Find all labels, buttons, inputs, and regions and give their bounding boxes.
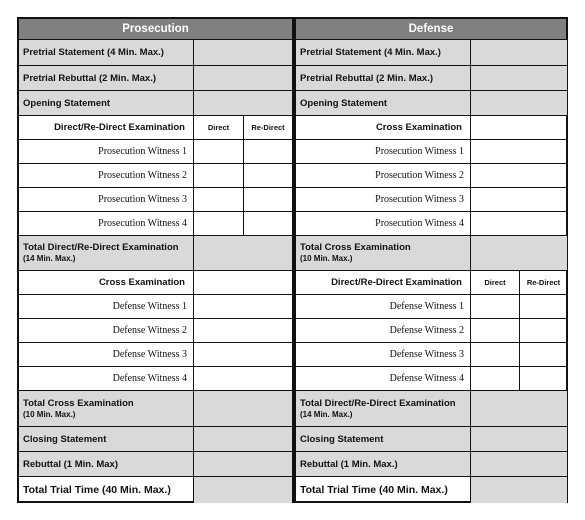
trial-timesheet — [17, 17, 568, 503]
redirect-column-header: Re-Direct — [251, 123, 285, 132]
row-label: Total Trial Time (40 Min. Max.) — [19, 477, 194, 503]
def-rebuttal-row — [296, 452, 566, 477]
defense-header: Defense — [296, 19, 566, 40]
table-row — [19, 140, 292, 164]
time-entry-cell[interactable] — [194, 236, 292, 270]
row-label: Pretrial Statement (4 Min. Max.) — [19, 40, 194, 65]
max-time-label: (14 Min. Max.) — [300, 409, 353, 419]
row-label: Total Trial Time (40 Min. Max.) — [296, 477, 471, 503]
def-total-direct-row — [296, 391, 566, 427]
time-entry-cell[interactable] — [471, 212, 567, 235]
table-row — [296, 188, 566, 212]
defense-section — [295, 19, 566, 501]
witness-label: Prosecution Witness 4 — [19, 212, 194, 235]
time-entry-cell[interactable] — [194, 427, 292, 451]
pros-opening-row — [19, 91, 292, 116]
redirect-time-cell[interactable] — [520, 295, 567, 318]
table-row — [19, 367, 292, 391]
witness-label: Prosecution Witness 1 — [296, 140, 471, 163]
table-row — [19, 164, 292, 188]
direct-time-cell[interactable] — [194, 188, 244, 211]
time-entry-cell[interactable] — [471, 452, 567, 476]
max-time-label: (10 Min. Max.) — [23, 409, 76, 419]
redirect-time-cell[interactable] — [520, 319, 567, 342]
time-entry-cell[interactable] — [471, 236, 567, 270]
row-label: Closing Statement — [296, 427, 471, 451]
row-label — [296, 391, 471, 426]
max-time-label: (14 Min. Max.) — [23, 254, 76, 263]
max-time-label: (10 Min. Max.) — [300, 254, 353, 263]
prosecution-section — [19, 19, 292, 501]
row-label: Pretrial Statement (4 Min. Max.) — [296, 40, 471, 65]
blank-cell — [471, 116, 567, 139]
redirect-time-cell[interactable] — [520, 367, 567, 390]
pros-total-cross-row — [19, 391, 292, 427]
def-closing-row — [296, 427, 566, 452]
pros-pretrial-rebuttal-row — [19, 66, 292, 91]
pros-closing-row — [19, 427, 292, 452]
time-entry-cell[interactable] — [194, 477, 292, 503]
table-row — [19, 188, 292, 212]
row-label: Cross Examination — [19, 271, 194, 294]
total-label: Total Cross Examination — [23, 397, 134, 409]
def-total-time-row — [296, 477, 566, 503]
time-entry-cell[interactable] — [471, 164, 567, 187]
witness-label: Prosecution Witness 1 — [19, 140, 194, 163]
direct-time-cell[interactable] — [194, 212, 244, 235]
witness-label: Prosecution Witness 4 — [296, 212, 471, 235]
time-entry-cell[interactable] — [194, 40, 292, 65]
row-label — [19, 236, 194, 270]
redirect-time-cell[interactable] — [520, 343, 567, 366]
pros-pretrial-statement-row — [19, 40, 292, 66]
direct-time-cell[interactable] — [194, 164, 244, 187]
direct-time-cell[interactable] — [471, 319, 520, 342]
pros-direct-header-row — [19, 116, 292, 140]
witness-label: Defense Witness 3 — [19, 343, 194, 366]
table-row — [19, 319, 292, 343]
direct-time-cell[interactable] — [471, 343, 520, 366]
time-entry-cell[interactable] — [194, 391, 292, 426]
total-label: Total Cross Examination — [300, 242, 411, 253]
witness-label: Prosecution Witness 2 — [296, 164, 471, 187]
row-label: Pretrial Rebuttal (2 Min. Max.) — [19, 66, 194, 90]
time-entry-cell[interactable] — [194, 367, 292, 390]
witness-label: Defense Witness 4 — [19, 367, 194, 390]
direct-time-cell[interactable] — [471, 295, 520, 318]
witness-label: Prosecution Witness 3 — [19, 188, 194, 211]
witness-label: Defense Witness 1 — [19, 295, 194, 318]
pros-cross-header-row — [19, 271, 292, 295]
time-entry-cell[interactable] — [194, 343, 292, 366]
def-direct-header-row — [296, 271, 566, 295]
row-label: Closing Statement — [19, 427, 194, 451]
direct-time-cell[interactable] — [471, 367, 520, 390]
total-label: Total Direct/Re-Direct Examination — [300, 397, 456, 409]
row-label: Cross Examination — [296, 116, 471, 139]
row-label: Opening Statement — [19, 91, 194, 115]
redirect-time-cell[interactable] — [244, 164, 292, 187]
table-row — [296, 295, 566, 319]
direct-column-header: Direct — [471, 271, 520, 294]
def-opening-row — [296, 91, 566, 116]
witness-label: Defense Witness 2 — [296, 319, 471, 342]
table-row — [296, 164, 566, 188]
row-label — [296, 236, 471, 270]
redirect-time-cell[interactable] — [244, 212, 292, 235]
blank-cell — [194, 271, 292, 294]
table-row — [19, 343, 292, 367]
time-entry-cell[interactable] — [194, 91, 292, 115]
time-entry-cell[interactable] — [471, 391, 567, 426]
table-row — [296, 343, 566, 367]
time-entry-cell[interactable] — [194, 66, 292, 90]
time-entry-cell[interactable] — [471, 91, 567, 115]
total-label: Total Direct/Re-Direct Examination — [23, 242, 179, 253]
table-row — [296, 319, 566, 343]
row-label: Opening Statement — [296, 91, 471, 115]
time-entry-cell[interactable] — [194, 452, 292, 476]
time-entry-cell[interactable] — [471, 427, 567, 451]
redirect-time-cell[interactable] — [244, 188, 292, 211]
pros-total-time-row — [19, 477, 292, 503]
prosecution-header: Prosecution — [19, 19, 292, 40]
time-entry-cell[interactable] — [471, 66, 567, 90]
direct-time-cell[interactable] — [194, 140, 244, 163]
table-row — [296, 140, 566, 164]
row-label: Direct/Re-Direct Examination — [296, 271, 471, 294]
table-row — [19, 295, 292, 319]
row-label: Pretrial Rebuttal (2 Min. Max.) — [296, 66, 471, 90]
witness-label: Defense Witness 3 — [296, 343, 471, 366]
time-entry-cell[interactable] — [194, 295, 292, 318]
pros-rebuttal-row — [19, 452, 292, 477]
time-entry-cell[interactable] — [471, 188, 567, 211]
table-row — [296, 367, 566, 391]
def-pretrial-rebuttal-row — [296, 66, 566, 91]
row-label: Rebuttal (1 Min. Max.) — [296, 452, 471, 476]
row-label: Rebuttal (1 Min. Max) — [19, 452, 194, 476]
witness-label: Defense Witness 2 — [19, 319, 194, 342]
table-row — [19, 212, 292, 236]
table-row — [296, 212, 566, 236]
redirect-time-cell[interactable] — [244, 140, 292, 163]
row-label — [19, 391, 194, 426]
def-pretrial-statement-row — [296, 40, 566, 66]
time-entry-cell[interactable] — [471, 477, 567, 503]
witness-label: Prosecution Witness 2 — [19, 164, 194, 187]
row-label: Direct/Re-Direct Examination — [19, 116, 194, 139]
direct-column-header: Direct — [194, 116, 244, 139]
def-total-cross-row — [296, 236, 566, 271]
redirect-column-header: Re-Direct — [526, 278, 561, 287]
def-cross-header-row — [296, 116, 566, 140]
pros-total-direct-row — [19, 236, 292, 271]
witness-label: Prosecution Witness 3 — [296, 188, 471, 211]
witness-label: Defense Witness 4 — [296, 367, 471, 390]
time-entry-cell[interactable] — [471, 140, 567, 163]
time-entry-cell[interactable] — [471, 40, 567, 65]
time-entry-cell[interactable] — [194, 319, 292, 342]
witness-label: Defense Witness 1 — [296, 295, 471, 318]
